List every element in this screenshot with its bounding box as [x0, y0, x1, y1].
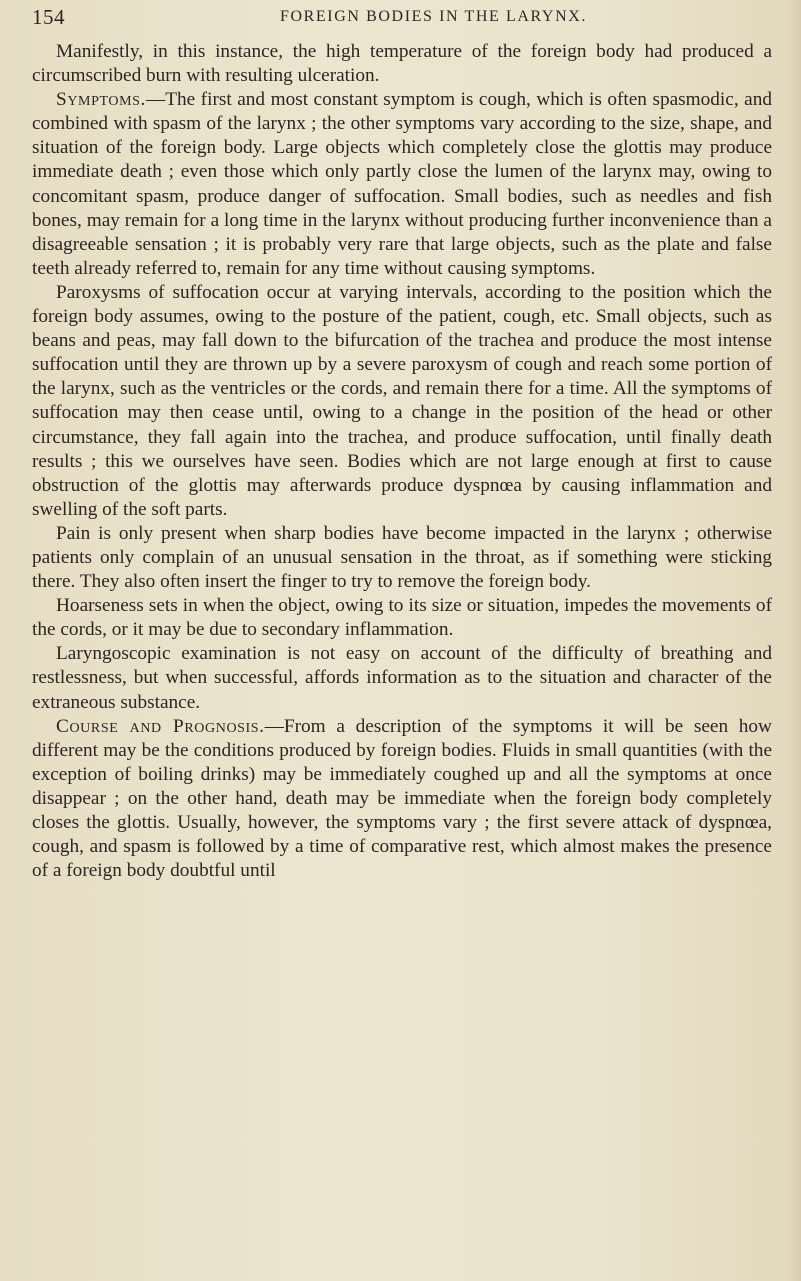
section-heading-symptoms: Symptoms.: [56, 89, 146, 111]
paragraph-text: Laryngoscopic examination is not easy on account of the difficulty of breathing and restlessness, but when successful, affords information as to the situation and character of the extraneous substance.: [32, 643, 772, 713]
paragraph-text: —From a description of the symptoms it will be seen how different may be the conditions produced by foreign bodies. Fluids in small quantities (with the exception of boiling drinks) may be immediately coughed up and all the symptoms at once disappear ; on the other hand, death may be immediate when the foreign body completely closes the glottis. Usually, however, the symptoms vary ; the first severe attack of dyspnœa, cough, and spasm is followed by a time of comparative rest, which almost makes the presence of a foreign body doubtful until: [32, 715, 772, 882]
paragraph-symptoms: [32, 88, 772, 281]
paragraph-manifestly: [32, 40, 772, 88]
paragraph-laryngoscopic: [32, 642, 772, 714]
paragraph-text: Manifestly, in this instance, the high temperature of the foreign body had produced a circumscribed burn with resulting ulceration.: [32, 41, 772, 87]
running-title: FOREIGN BODIES IN THE LARYNX.: [280, 8, 587, 25]
paragraph-text: Pain is only present when sharp bodies have become impacted in the larynx ; otherwise patients only complain of an unusual sensation in the throat, as if something were sticking there. They also often insert the finger to try to remove the foreign body.: [32, 522, 772, 593]
paragraph-paroxysms: [32, 281, 772, 522]
paragraph-pain: [32, 522, 772, 594]
paragraph-text: —The first and most constant symptom is cough, which is often spasmodic, and combined with spasm of the larynx ; the other symptoms vary according to the size, shape, and situation of the foreign body. Large objects which completely close the glottis may produce immediate death ; even those which only partly close the lumen of the larynx may, owing to concomitant spasm, produce danger of suffocation. Small bodies, such as needles and fish bones, may remain for a long time in the larynx without producing further inconvenience than a disagreeable sensation ; it is probably very rare that large objects, such as the plate and false teeth already referred to, remain for any time without causing symptoms.: [32, 89, 772, 279]
body-text: [32, 40, 772, 883]
paragraph-text: Hoarseness sets in when the object, owing to its size or situation, impedes the movements of the cords, or it may be due to secondary inflammation.: [32, 595, 772, 641]
section-heading-course-prognosis: Course and Prognosis.: [56, 715, 265, 737]
paragraph-hoarseness: [32, 594, 772, 642]
paragraph-text: Paroxysms of suffocation occur at varying intervals, according to the position which the foreign body assumes, owing to the posture of the patient, cough, etc. Small objects, such as beans and peas, may fall down to the bifurcation of the trachea and produce the most intense suffocation until they are thrown up by a severe paroxysm of cough and reach some portion of the larynx, such as the ventricles or the cords, and remain there for a time. All the symptoms of suffocation may then cease until, owing to a change in the position of the head or other circumstance, they fall again into the trachea, and produce suffocation, until finally death results ; this we ourselves have seen. Bodies which are not large enough at first to cause obstruction of the glottis may afterwards produce dyspnœa by causing inflammation and swelling of the soft parts.: [32, 281, 772, 520]
page-number: 154: [32, 5, 65, 29]
running-head: [32, 3, 777, 33]
page-edge-shadow: [787, 0, 801, 1281]
paragraph-course-prognosis: [32, 715, 772, 884]
